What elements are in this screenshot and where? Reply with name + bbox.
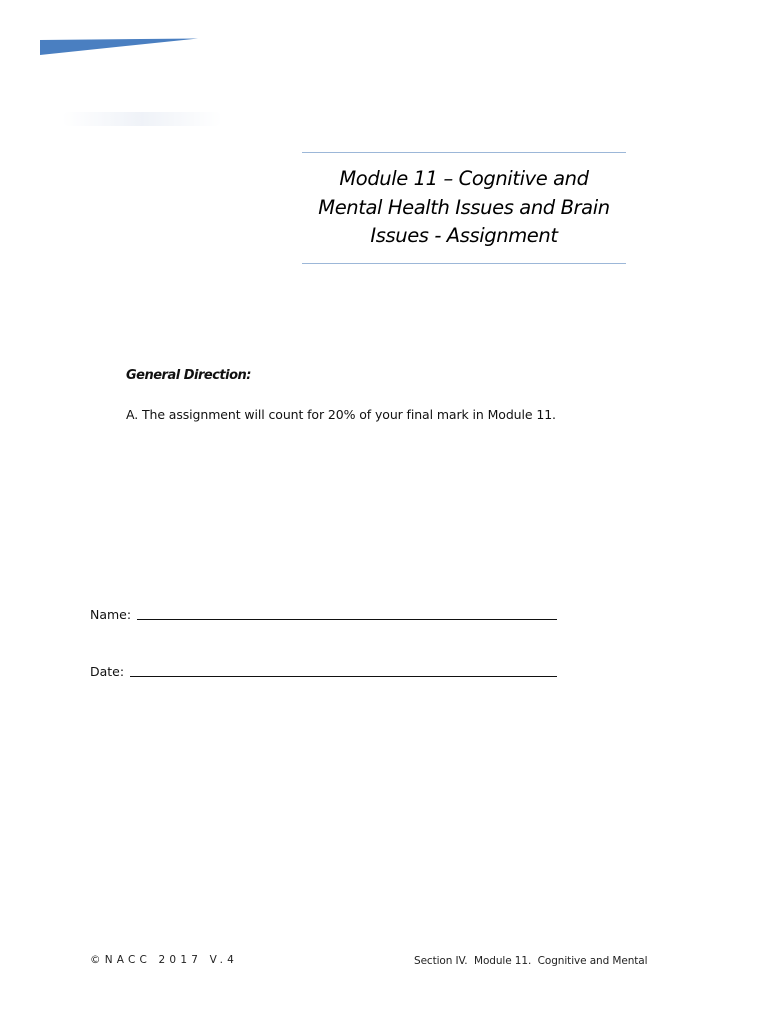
footer-section-title: Section IV. Module 11. Cognitive and Mental (414, 955, 648, 967)
date-label: Date: (90, 664, 125, 679)
footer-copyright: ©NACC 2017 V.4 (90, 954, 239, 966)
logo-shadow (62, 112, 222, 126)
direction-item-a: A. The assignment will count for 20% of your final mark in Module 11. (126, 407, 556, 422)
document-title: Module 11 – Cognitive and Mental Health Issues and Brain Issues - Assignment (318, 167, 610, 248)
name-fill-line[interactable] (137, 605, 557, 620)
logo-wedge-shape (40, 39, 198, 56)
date-fill-line[interactable] (130, 662, 557, 677)
date-field-row (90, 662, 557, 679)
name-label: Name: (90, 607, 132, 622)
name-field-row (90, 605, 557, 622)
title-block (302, 152, 626, 264)
brand-logo-wedge (40, 38, 198, 56)
directions-heading: General Direction: (126, 368, 251, 383)
